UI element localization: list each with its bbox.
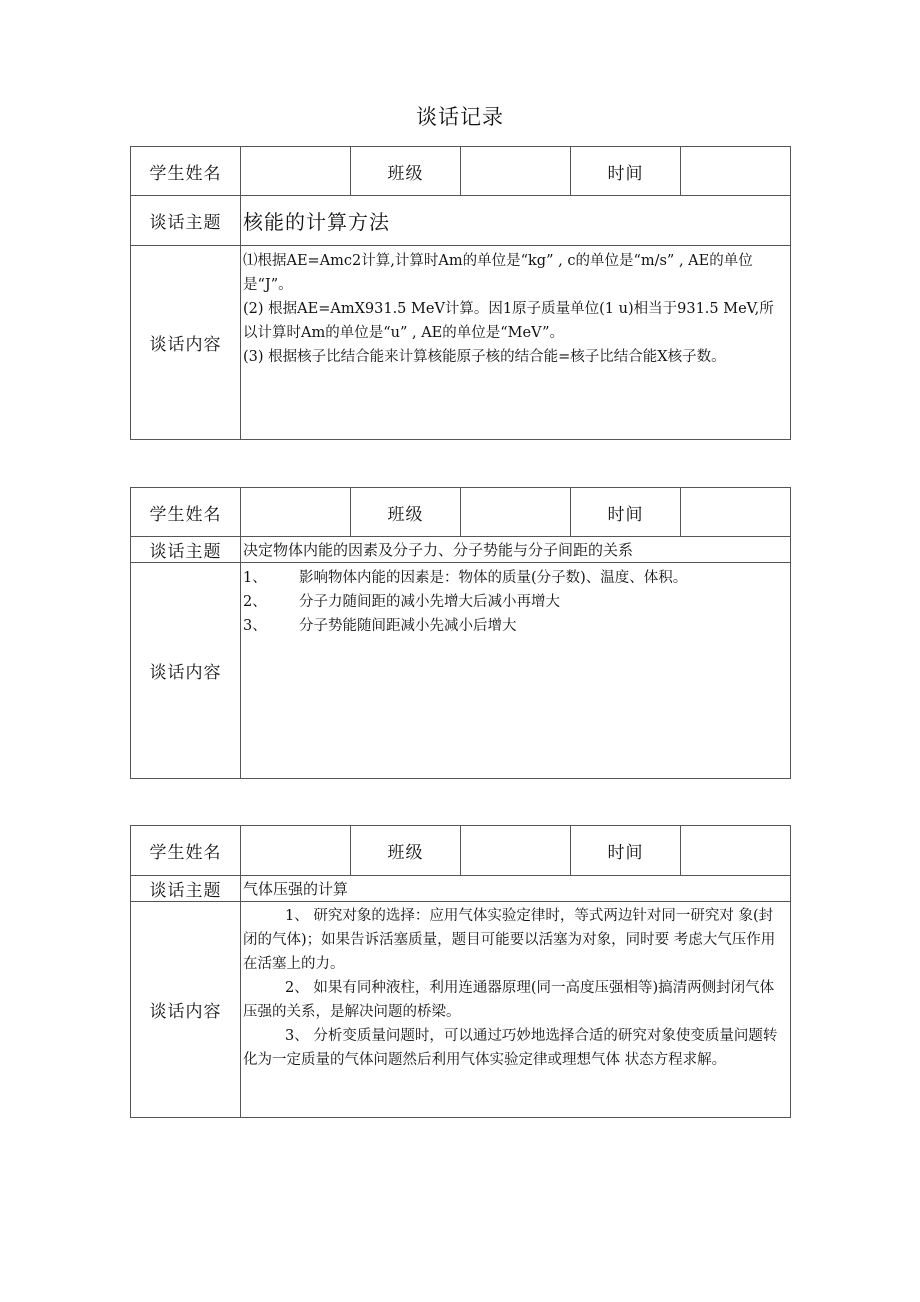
item-text: 影响物体内能的因素是：物体的质量(分子数)、温度、体积。 bbox=[299, 570, 688, 586]
time-value[interactable] bbox=[681, 826, 791, 876]
content-line: ⑴根据AE=Amc2计算,计算时Am的单位是“kg” , c的单位是“m/s” , AE的单位是“J”。 bbox=[243, 253, 753, 293]
content-label: 谈话内容 bbox=[131, 246, 241, 440]
topic-value: 气体压强的计算 bbox=[241, 876, 791, 902]
student-name-value[interactable] bbox=[241, 147, 351, 196]
content-line: (3) 根据核子比结合能来计算核能原子核的结合能=核子比结合能X核子数。 bbox=[243, 349, 726, 365]
time-label: 时间 bbox=[571, 147, 681, 196]
item-text: 分子力随间距的减小先增大后减小再增大 bbox=[299, 594, 560, 610]
record-table-1 bbox=[130, 146, 791, 440]
content-item bbox=[243, 566, 786, 590]
class-value[interactable] bbox=[461, 147, 571, 196]
student-name-label: 学生姓名 bbox=[131, 147, 241, 196]
page-title: 谈话记录 bbox=[416, 105, 504, 129]
content-line: 3、 分析变质量问题时，可以通过巧妙地选择合适的研究对象使变质量问题转化为一定质量的气体问题然后利用气体实验定律或理想气体 状态方程求解。 bbox=[243, 1028, 778, 1068]
class-label: 班级 bbox=[351, 826, 461, 876]
record-table-2 bbox=[130, 487, 791, 779]
content-label: 谈话内容 bbox=[131, 563, 241, 779]
content-label: 谈话内容 bbox=[131, 902, 241, 1118]
time-value[interactable] bbox=[681, 488, 791, 537]
content-line: (2) 根据AE=AmX931.5 MeV计算。因1原子质量单位(1 u)相当于931.5 MeV,所以计算时Am的单位是“u” , AE的单位是“MeV”。 bbox=[243, 301, 774, 341]
content-line: 2、 如果有同种液柱，利用连通器原理(同一高度压强相等)搞清两侧封闭气体压强的关系，是解决问题的桥梁。 bbox=[243, 980, 775, 1020]
topic-label: 谈话主题 bbox=[131, 196, 241, 246]
time-label: 时间 bbox=[571, 826, 681, 876]
item-number: 2、 bbox=[243, 594, 267, 610]
topic-label: 谈话主题 bbox=[131, 537, 241, 563]
student-name-label: 学生姓名 bbox=[131, 488, 241, 537]
content-item bbox=[243, 614, 786, 638]
content-body bbox=[241, 563, 791, 779]
student-name-label: 学生姓名 bbox=[131, 826, 241, 876]
class-value[interactable] bbox=[461, 488, 571, 537]
content-body bbox=[241, 902, 791, 1118]
content-line: 1、 研究对象的选择：应用气体实验定律时，等式两边针对同一研究对 象(封闭的气体)；如果告诉活塞质量，题目可能要以活塞为对象，同时要 考虑大气压作用在活塞上的力。 bbox=[243, 908, 776, 972]
topic-label: 谈话主题 bbox=[131, 876, 241, 902]
student-name-value[interactable] bbox=[241, 826, 351, 876]
record-table-3 bbox=[130, 825, 791, 1118]
time-value[interactable] bbox=[681, 147, 791, 196]
topic-value: 核能的计算方法 bbox=[241, 196, 791, 246]
item-number: 3、 bbox=[243, 618, 267, 634]
student-name-value[interactable] bbox=[241, 488, 351, 537]
content-body bbox=[241, 246, 791, 440]
item-text: 分子势能随间距减小先减小后增大 bbox=[299, 618, 517, 634]
class-label: 班级 bbox=[351, 147, 461, 196]
content-item bbox=[243, 590, 786, 614]
class-label: 班级 bbox=[351, 488, 461, 537]
time-label: 时间 bbox=[571, 488, 681, 537]
class-value[interactable] bbox=[461, 826, 571, 876]
item-number: 1、 bbox=[243, 570, 267, 586]
topic-value: 决定物体内能的因素及分子力、分子势能与分子间距的关系 bbox=[241, 537, 791, 563]
